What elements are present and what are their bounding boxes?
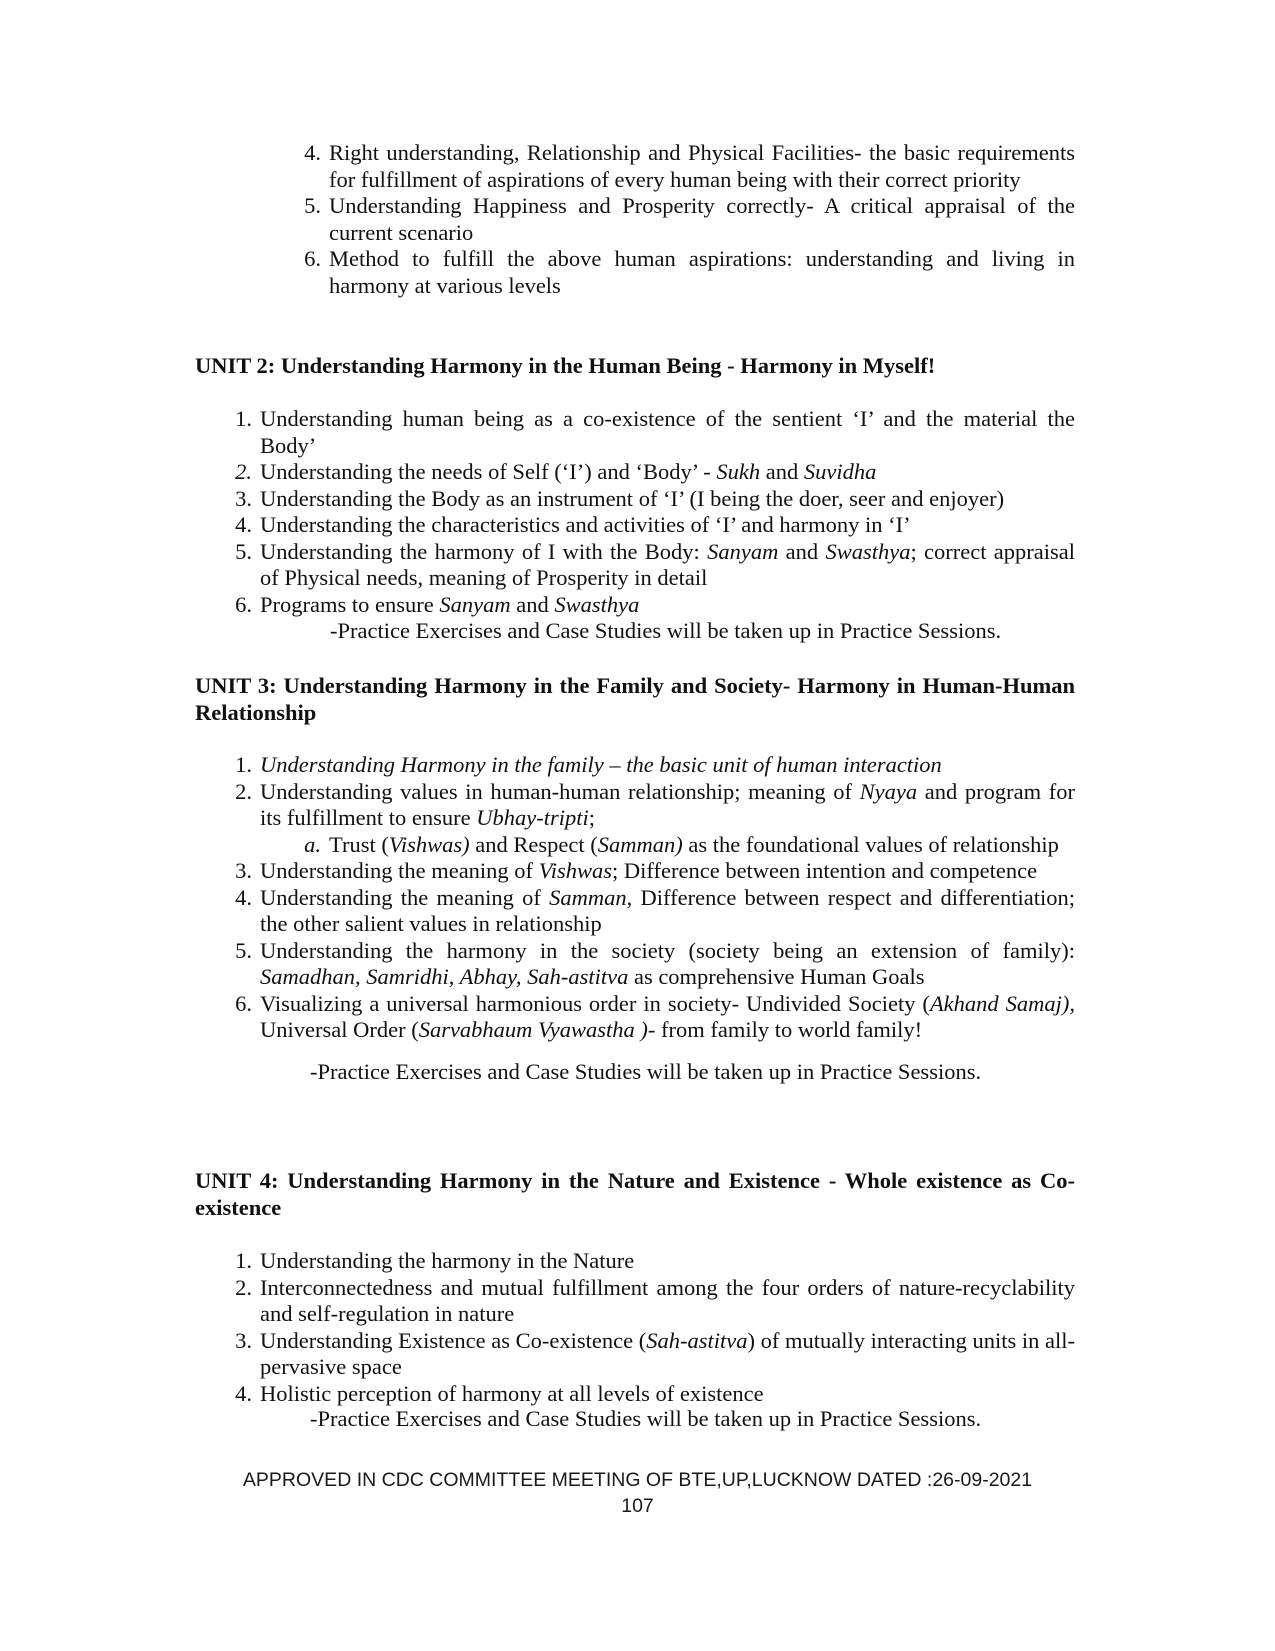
list-item-text [329, 193, 1075, 246]
list-item [226, 592, 1075, 619]
list-item-text [260, 991, 1075, 1044]
unit4-list [226, 1248, 1075, 1407]
text-segment: Understanding the Body as an instrument of ‘I’ (I being the doer, seer and enjoyer) [260, 485, 1005, 511]
text-segment: Right understanding, Relationship and Physical Facilities- the basic requirements for fulfillment of aspirations of every human being with their correct priority [329, 140, 1075, 192]
list-item [226, 459, 1075, 486]
list-item-text [329, 246, 1075, 299]
list-item-text [260, 1275, 1075, 1328]
list-item-number: 5. [235, 937, 252, 963]
italic-term: Sanyam [707, 538, 779, 564]
list-item-number: 5. [235, 538, 252, 564]
list-item-number: 1. [235, 752, 252, 777]
text-segment: Understanding the needs of Self (‘I’) and ‘Body’ - [260, 459, 717, 484]
list-item-text [260, 406, 1075, 459]
text-segment: Understanding the characteristics and activities of ‘I’ and harmony in ‘I’ [260, 512, 911, 537]
list-item-number: 1. [235, 406, 252, 431]
text-segment: and [778, 538, 826, 564]
text-segment: Understanding the harmony in the Nature [260, 1248, 635, 1273]
list-item-text [260, 1328, 1075, 1381]
text-segment: Understanding values in human-human relationship; meaning of [260, 778, 860, 804]
text-segment: and program for its fulfillment to ensure [260, 778, 1076, 830]
text-segment: ; [588, 805, 595, 830]
unit1-list [295, 140, 1075, 299]
italic-term: Samman [549, 884, 627, 910]
list-item-text [260, 858, 1075, 885]
list-item-number: 2. [235, 459, 252, 484]
text-segment: Interconnectedness and mutual fulfillment among the four orders of nature-recyclability and self-regulation in nature [260, 1274, 1075, 1326]
list-item-number: 4. [304, 140, 321, 165]
text-segment: Understanding the meaning of [260, 858, 539, 883]
text-segment: and [510, 591, 555, 617]
list-item [226, 406, 1075, 459]
italic-term: Samman) [597, 831, 683, 857]
list-item [295, 246, 1075, 299]
unit2-practice-note: -Practice Exercises and Case Studies will be taken up in Practice Sessions. [330, 618, 1002, 643]
italic-term: Akhand Samaj), [929, 990, 1075, 1016]
unit2-heading: UNIT 2: Understanding Harmony in the Human Being - Harmony in Myself! [195, 353, 936, 378]
unit2-list [226, 406, 1075, 618]
unit3-heading: UNIT 3: Understanding Harmony in the Family and Society- Harmony in Human-Human Relationship [195, 673, 1075, 725]
text-segment: and Respect ( [469, 831, 598, 857]
list-item [226, 991, 1075, 1044]
list-item-text [260, 885, 1075, 938]
italic-term: Understanding Harmony in the family – the basic unit of human interaction [260, 752, 942, 777]
list-item-text [260, 752, 1075, 779]
italic-term: Sah-astitva [646, 1327, 748, 1353]
list-item-number: 6. [235, 591, 252, 617]
text-segment: Holistic perception of harmony at all levels of existence [260, 1380, 764, 1406]
list-item [226, 938, 1075, 991]
list-item-number: a. [304, 831, 321, 857]
text-segment: Trust ( [329, 831, 389, 857]
list-item-text [260, 938, 1075, 991]
italic-term: Suvidha [803, 459, 877, 484]
list-item [226, 486, 1075, 513]
list-item-number: 6. [304, 246, 321, 271]
list-item-text [260, 486, 1075, 513]
list-item [295, 193, 1075, 246]
list-item [226, 1328, 1075, 1381]
italic-term: Nyaya [859, 778, 918, 804]
list-item-number: 1. [235, 1248, 252, 1273]
text-segment: Understanding human being as a co-existence of the sentient ‘I’ and the material the Body’ [260, 406, 1075, 458]
list-item-number: 6. [235, 990, 252, 1016]
list-item [226, 539, 1075, 592]
list-item [295, 140, 1075, 193]
list-item-text [260, 512, 1075, 539]
italic-term: Swasthya [554, 591, 640, 617]
list-item-number: 3. [235, 1327, 252, 1353]
list-item-number: 5. [304, 193, 321, 218]
list-item [226, 1381, 1075, 1408]
list-item-text [260, 459, 1075, 486]
unit3-practice-note: -Practice Exercises and Case Studies will be taken up in Practice Sessions. [310, 1059, 982, 1084]
list-item-number: 3. [235, 858, 252, 883]
list-item-number: 4. [235, 512, 252, 537]
list-item [226, 858, 1075, 885]
page-number: 107 [621, 1495, 654, 1517]
list-item-number: 4. [235, 884, 252, 910]
italic-term: Ubhay-tripti [476, 805, 589, 830]
text-segment: ; Difference between intention and competence [612, 858, 1038, 883]
text-segment: Understanding the meaning of [260, 884, 550, 910]
text-segment: Understanding the harmony of I with the Body: [260, 538, 708, 564]
list-item-number: 3. [235, 485, 252, 511]
text-segment: Understanding the harmony in the society (society being an extension of family): [260, 937, 1075, 963]
list-item [226, 1275, 1075, 1328]
text-segment: Understanding Happiness and Prosperity correctly- A critical appraisal of the current scenario [329, 193, 1075, 245]
list-item-text [260, 1381, 1075, 1408]
italic-term: Sukh [716, 459, 761, 484]
list-item-text [260, 539, 1075, 592]
unit4-heading: UNIT 4: Understanding Harmony in the Nature and Existence - Whole existence as Co-existence [195, 1168, 1075, 1220]
list-item-text [260, 592, 1075, 619]
italic-term: Vishwas) [388, 831, 470, 857]
italic-term: Sanyam [439, 591, 511, 617]
italic-term: Swasthya [825, 538, 911, 564]
text-segment: Visualizing a universal harmonious order in society- Undivided Society ( [260, 990, 930, 1016]
list-item-number: 2. [235, 778, 252, 804]
approval-footer: APPROVED IN CDC COMMITTEE MEETING OF BTE,UP,LUCKNOW DATED :26-09-2021 [242, 1469, 1033, 1491]
list-item-text [260, 779, 1075, 832]
text-segment: ; correct appraisal of Physical needs, meaning of Prosperity in detail [260, 538, 1075, 590]
list-item [226, 885, 1075, 938]
list-item-number: 2. [235, 1274, 252, 1300]
text-segment: and [760, 459, 804, 484]
unit4-practice-note: -Practice Exercises and Case Studies will be taken up in Practice Sessions. [310, 1406, 982, 1431]
italic-term: Samadhan, Samridhi, Abhay, Sah-astitva [260, 964, 629, 989]
sub-list-item [295, 832, 1075, 859]
list-item-text [329, 140, 1075, 193]
text-segment: as comprehensive Human Goals [628, 964, 925, 989]
text-segment: , Difference between respect and differentiation; the other salient values in relationship [260, 884, 1075, 936]
list-item [226, 779, 1075, 832]
italic-term: Vishwas [538, 858, 613, 883]
text-segment: Programs to ensure [260, 591, 440, 617]
text-segment: Understanding Existence as Co-existence ( [260, 1327, 647, 1353]
italic-term: Sarvabhaum Vyawastha ) [418, 1017, 648, 1042]
list-item-number: 4. [235, 1380, 252, 1406]
text-segment: Method to fulfill the above human aspirations: understanding and living in harmony at various levels [329, 246, 1075, 298]
unit3-list [226, 752, 1075, 1044]
list-item [226, 512, 1075, 539]
text-segment: Universal Order ( [260, 1017, 419, 1042]
list-item-text [260, 1248, 1075, 1275]
text-segment: - from family to world family! [647, 1017, 923, 1042]
list-item [226, 752, 1075, 779]
list-item [226, 1248, 1075, 1275]
list-item-text [329, 832, 1075, 859]
text-segment: ) of mutually interacting units in all-pervasive space [260, 1327, 1075, 1379]
text-segment: as the foundational values of relationship [682, 831, 1059, 857]
